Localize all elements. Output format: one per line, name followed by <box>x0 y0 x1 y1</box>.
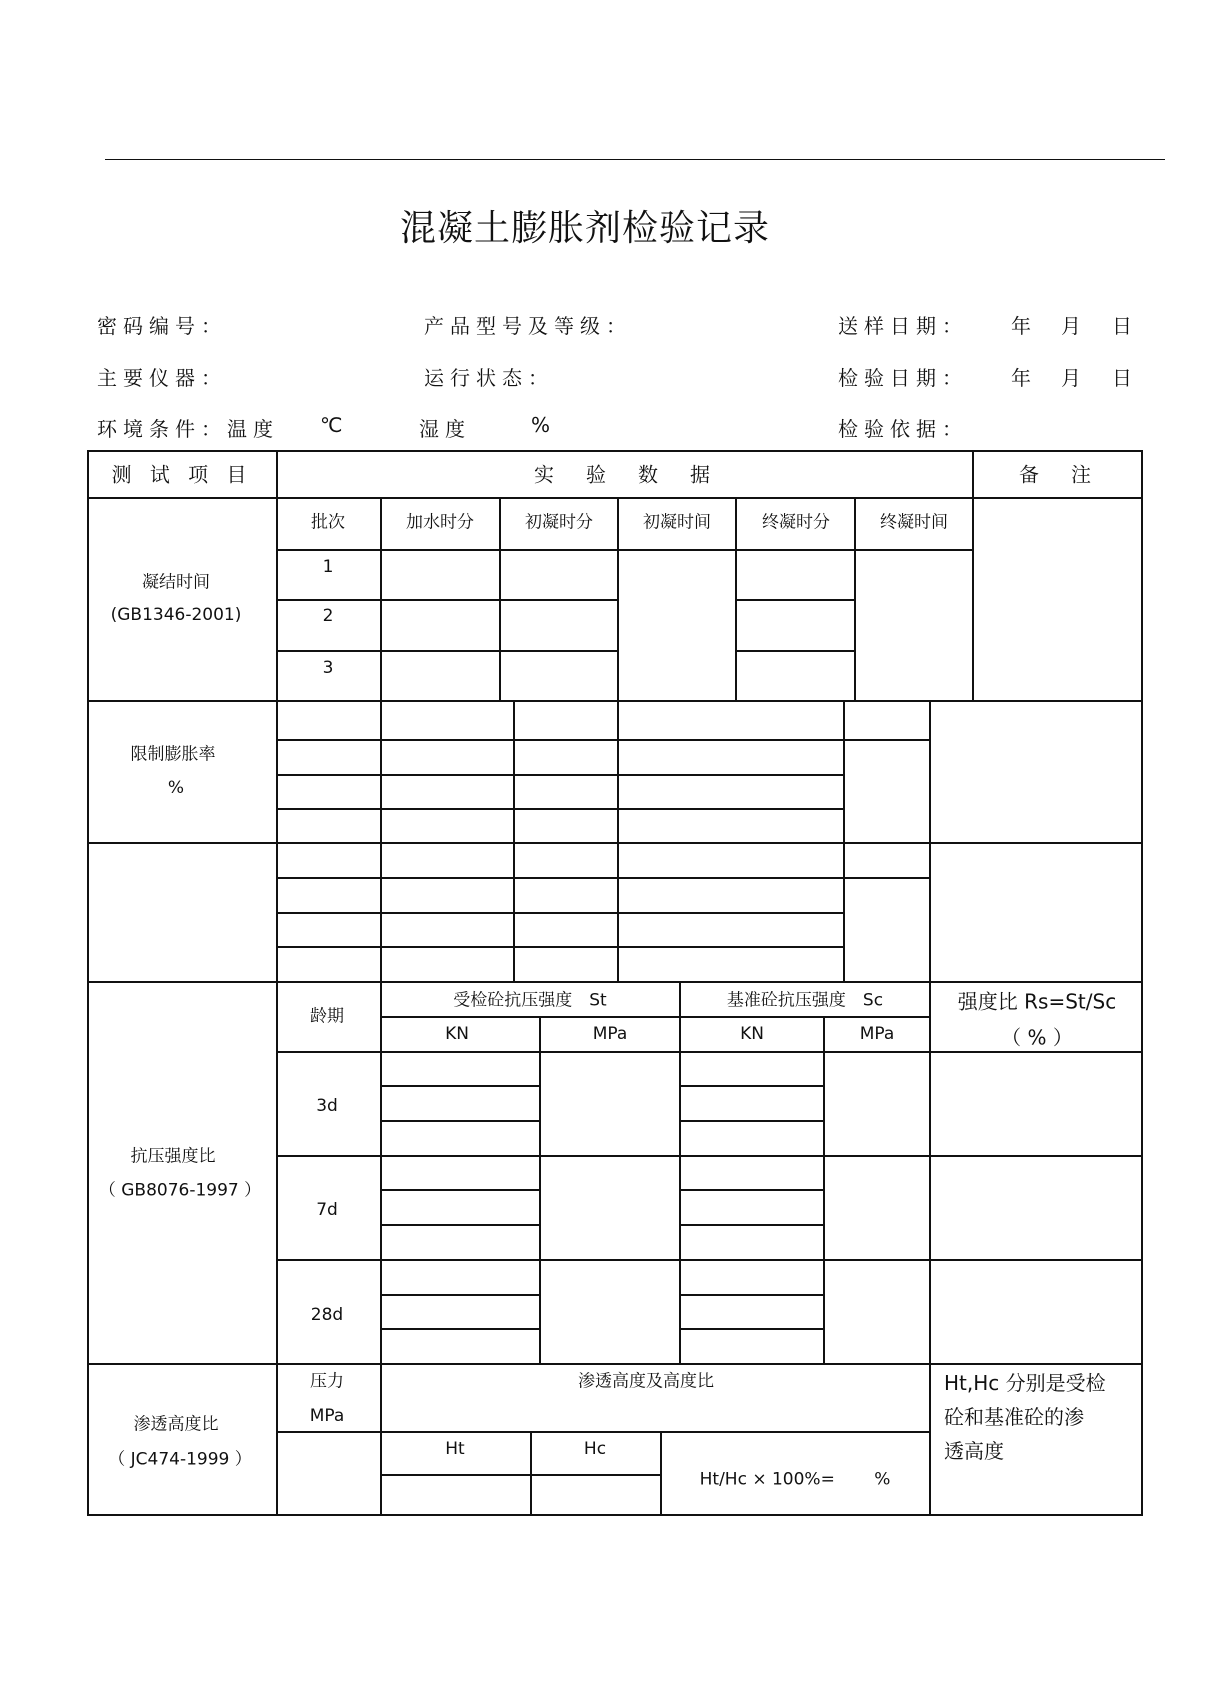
strength-test-label: 受检砼抗压强度 St <box>453 990 607 1011</box>
age-28d: 28d <box>310 1305 344 1325</box>
humidity-unit: % <box>531 413 551 437</box>
send-date-label: 送样日期： <box>838 314 968 338</box>
strength-standard: （ GB8076-1997 ） <box>98 1180 262 1201</box>
col-note-header: 备 注 <box>1019 462 1097 487</box>
batch-3: 3 <box>322 658 334 678</box>
strength-base-label: 基准砼抗压强度 Sc <box>726 990 884 1011</box>
strength-base-kn: KN <box>740 1024 764 1044</box>
permeation-standard: （ JC474-1999 ） <box>108 1449 252 1470</box>
strength-age-label: 龄期 <box>310 1006 344 1027</box>
batch-2: 2 <box>322 606 334 626</box>
code-label: 密码编号： <box>97 314 227 338</box>
test-date-year: 年 <box>1011 366 1031 390</box>
permeation-note <box>944 1366 1106 1468</box>
env-label: 环境条件：温度 <box>97 417 279 441</box>
send-date-year: 年 <box>1011 314 1031 338</box>
humidity-label: 湿度 <box>419 417 471 441</box>
batch-1: 1 <box>322 557 334 577</box>
setting-header-batch: 批次 <box>311 512 345 533</box>
permeation-name: 渗透高度比 <box>133 1414 219 1435</box>
setting-header-initial-clock: 初凝时分 <box>525 512 593 533</box>
send-date-day: 日 <box>1112 314 1132 338</box>
age-7d: 7d <box>316 1200 338 1220</box>
permeation-formula: Ht/Hc × 100%= % <box>699 1469 891 1490</box>
setting-time-standard: (GB1346-2001) <box>110 605 242 625</box>
test-date-month: 月 <box>1061 366 1081 390</box>
instrument-label: 主要仪器： <box>97 366 227 390</box>
permeation-hc: Hc <box>583 1439 607 1459</box>
strength-ratio-unit: （ % ） <box>1001 1025 1073 1050</box>
col-item-header: 测 试 项 目 <box>111 462 253 487</box>
setting-header-initial-duration: 初凝时间 <box>643 512 711 533</box>
age-3d: 3d <box>316 1096 338 1116</box>
status-label: 运行状态： <box>424 366 554 390</box>
test-date-day: 日 <box>1112 366 1132 390</box>
expansion-name: 限制膨胀率 <box>130 744 216 765</box>
strength-base-mpa: MPa <box>859 1024 895 1044</box>
permeation-pressure: 压力 <box>310 1371 344 1392</box>
strength-name: 抗压强度比 <box>130 1146 216 1167</box>
strength-ratio-label: 强度比 Rs=St/Sc <box>957 989 1117 1014</box>
send-date-month: 月 <box>1061 314 1081 338</box>
setting-header-final-clock: 终凝时分 <box>762 512 830 533</box>
permeation-pressure-unit: MPa <box>309 1406 345 1426</box>
permeation-note-line-1: Ht,Hc 分别是受检 <box>944 1371 1106 1395</box>
expansion-unit: % <box>167 778 185 798</box>
permeation-header: 渗透高度及高度比 <box>578 1371 714 1392</box>
permeation-note-line-3: 透高度 <box>944 1439 1004 1463</box>
permeation-note-line-2: 砼和基准砼的渗 <box>944 1405 1084 1429</box>
temp-unit: ℃ <box>320 413 343 437</box>
permeation-ht: Ht <box>445 1439 465 1459</box>
strength-test-mpa: MPa <box>592 1024 628 1044</box>
setting-time-name: 凝结时间 <box>142 572 210 593</box>
product-label: 产品型号及等级： <box>424 314 632 338</box>
basis-label: 检验依据： <box>838 417 968 441</box>
col-data-header: 实 验 数 据 <box>534 462 716 487</box>
test-date-label: 检验日期： <box>838 366 968 390</box>
page-title: 混凝土膨胀剂检验记录 <box>399 208 770 249</box>
setting-header-water-time: 加水时分 <box>406 512 474 533</box>
strength-test-kn: KN <box>445 1024 469 1044</box>
setting-header-final-duration: 终凝时间 <box>880 512 948 533</box>
